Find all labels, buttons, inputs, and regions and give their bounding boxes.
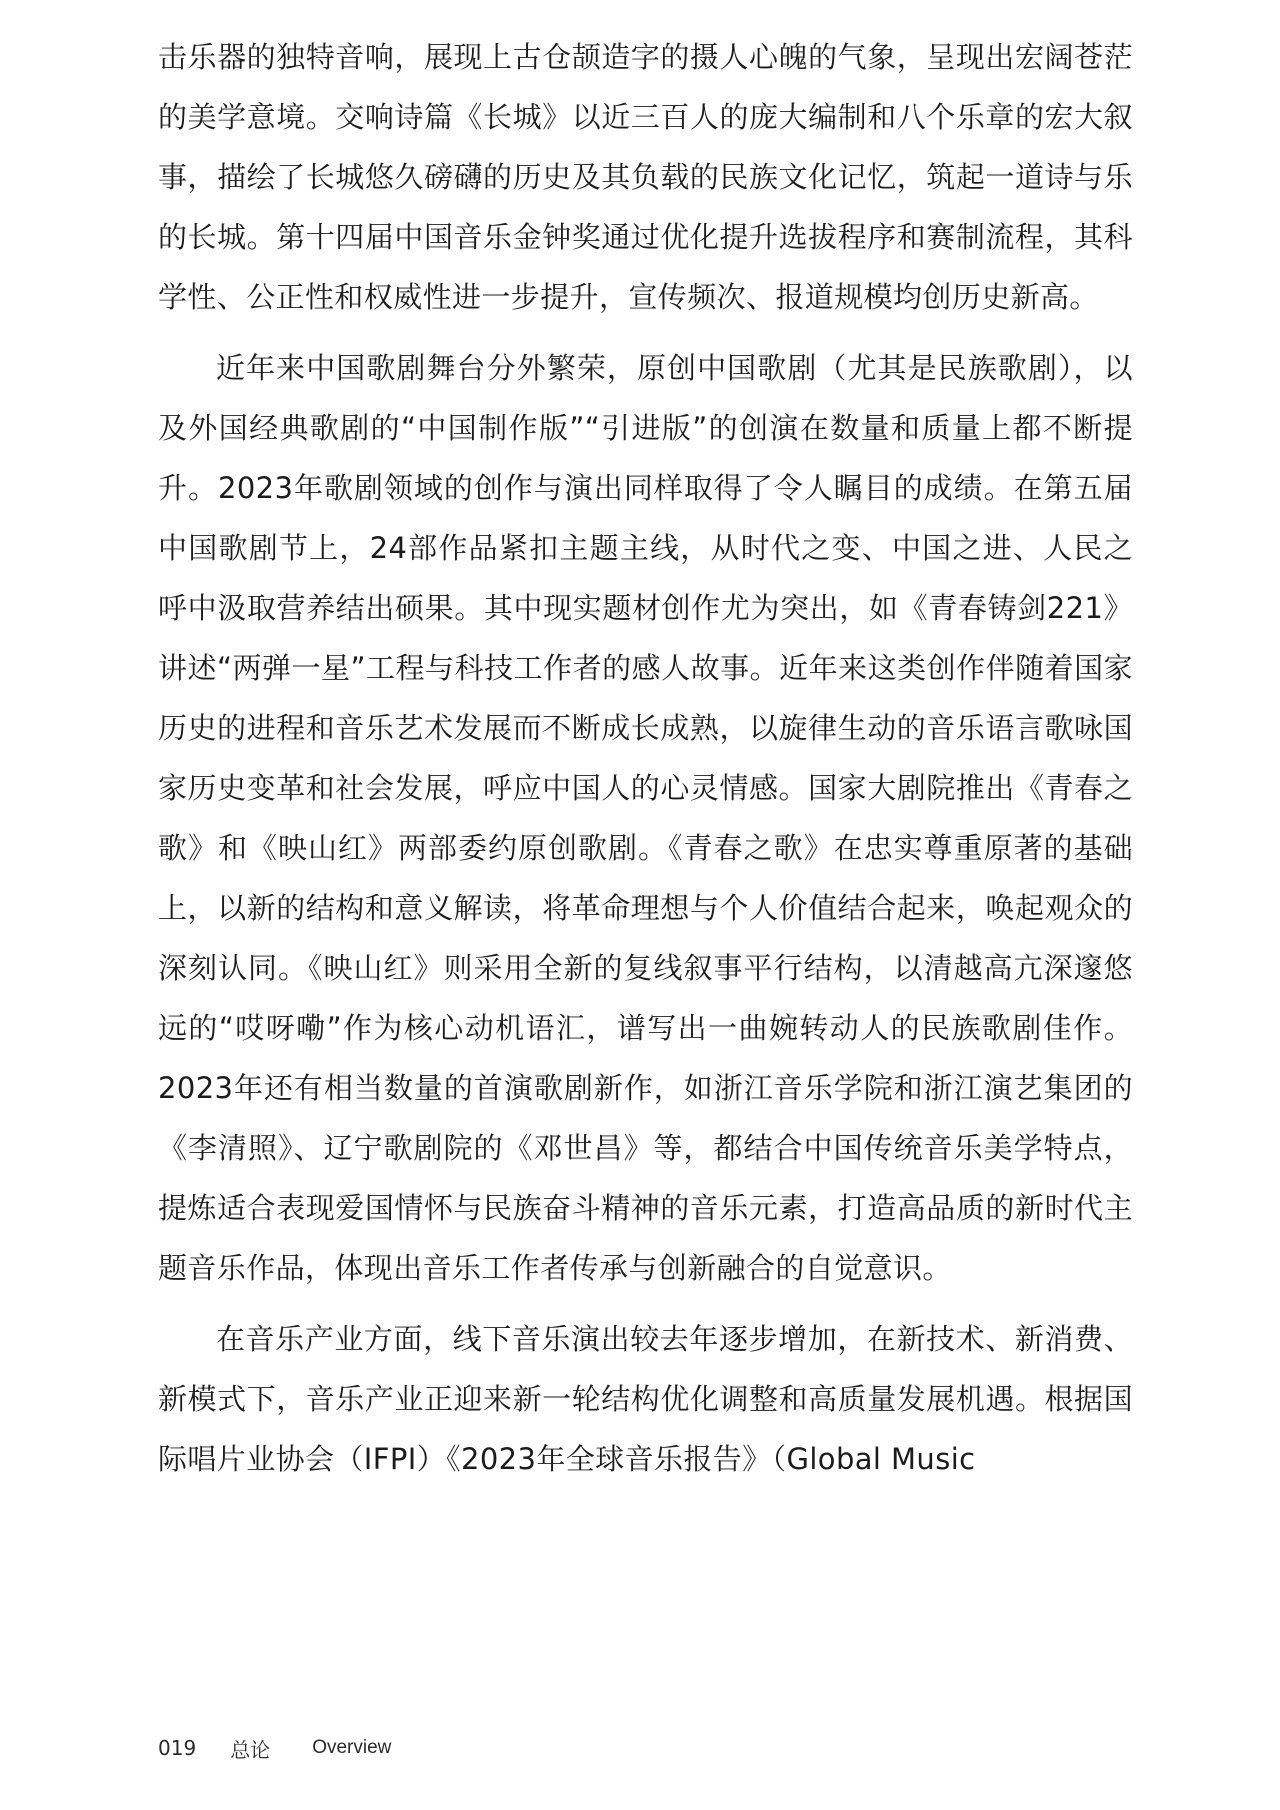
page-footer xyxy=(158,1733,391,1763)
page-number: 019 xyxy=(158,1736,197,1760)
section-title-en: Overview xyxy=(312,1737,392,1758)
paragraph-continuation: 击乐器的独特音响，展现上古仓颉造字的摄人心魄的气象，呈现出宏阔苍茫的美学意境。交响诗篇《长城》以近三百人的庞大编制和八个乐章的宏大叙事，描绘了长城悠久磅礴的历史及其负载的民族文化记忆，筑起一道诗与乐的长城。第十四届中国音乐金钟奖通过优化提升选拔程序和赛制流程，其科学性、公正性和权威性进一步提升，宣传频次、报道规模均创历史新高。 xyxy=(158,40,1133,314)
paragraph-music-industry: 在音乐产业方面，线下音乐演出较去年逐步增加，在新技术、新消费、新模式下，音乐产业正迎来新一轮结构优化调整和高质量发展机遇。根据国际唱片业协会（IFPI）《2023年全球音乐报告》（Global Music xyxy=(158,1322,1133,1476)
page-body xyxy=(158,27,1133,1500)
paragraph-opera: 近年来中国歌剧舞台分外繁荣，原创中国歌剧（尤其是民族歌剧），以及外国经典歌剧的“中国制作版”“引进版”的创演在数量和质量上都不断提升。2023年歌剧领域的创作与演出同样取得了令人瞩目的成绩。在第五届中国歌剧节上，24部作品紧扣主题主线，从时代之变、中国之进、人民之呼中汲取营养结出硕果。其中现实题材创作尤为突出，如《青春铸剑221》讲述“两弹一星”工程与科技工作者的感人故事。近年来这类创作伴随着国家历史的进程和音乐艺术发展而不断成长成熟，以旋律生动的音乐语言歌咏国家历史变革和社会发展，呼应中国人的心灵情感。国家大剧院推出《青春之歌》和《映山红》两部委约原创歌剧。《青春之歌》在忠实尊重原著的基础上，以新的结构和意义解读，将革命理想与个人价值结合起来，唤起观众的深刻认同。《映山红》则采用全新的复线叙事平行结构，以清越高亢深邃悠远的“哎呀嘞”作为核心动机语汇，谱写出一曲婉转动人的民族歌剧佳作。2023年还有相当数量的首演歌剧新作，如浙江音乐学院和浙江演艺集团的《李清照》、辽宁歌剧院的《邓世昌》等，都结合中国传统音乐美学特点，提炼适合表现爱国情怀与民族奋斗精神的音乐元素，打造高品质的新时代主题音乐作品，体现出音乐工作者传承与创新融合的自觉意识。 xyxy=(158,351,1133,1285)
section-title-zh: 总论 xyxy=(230,1737,271,1762)
